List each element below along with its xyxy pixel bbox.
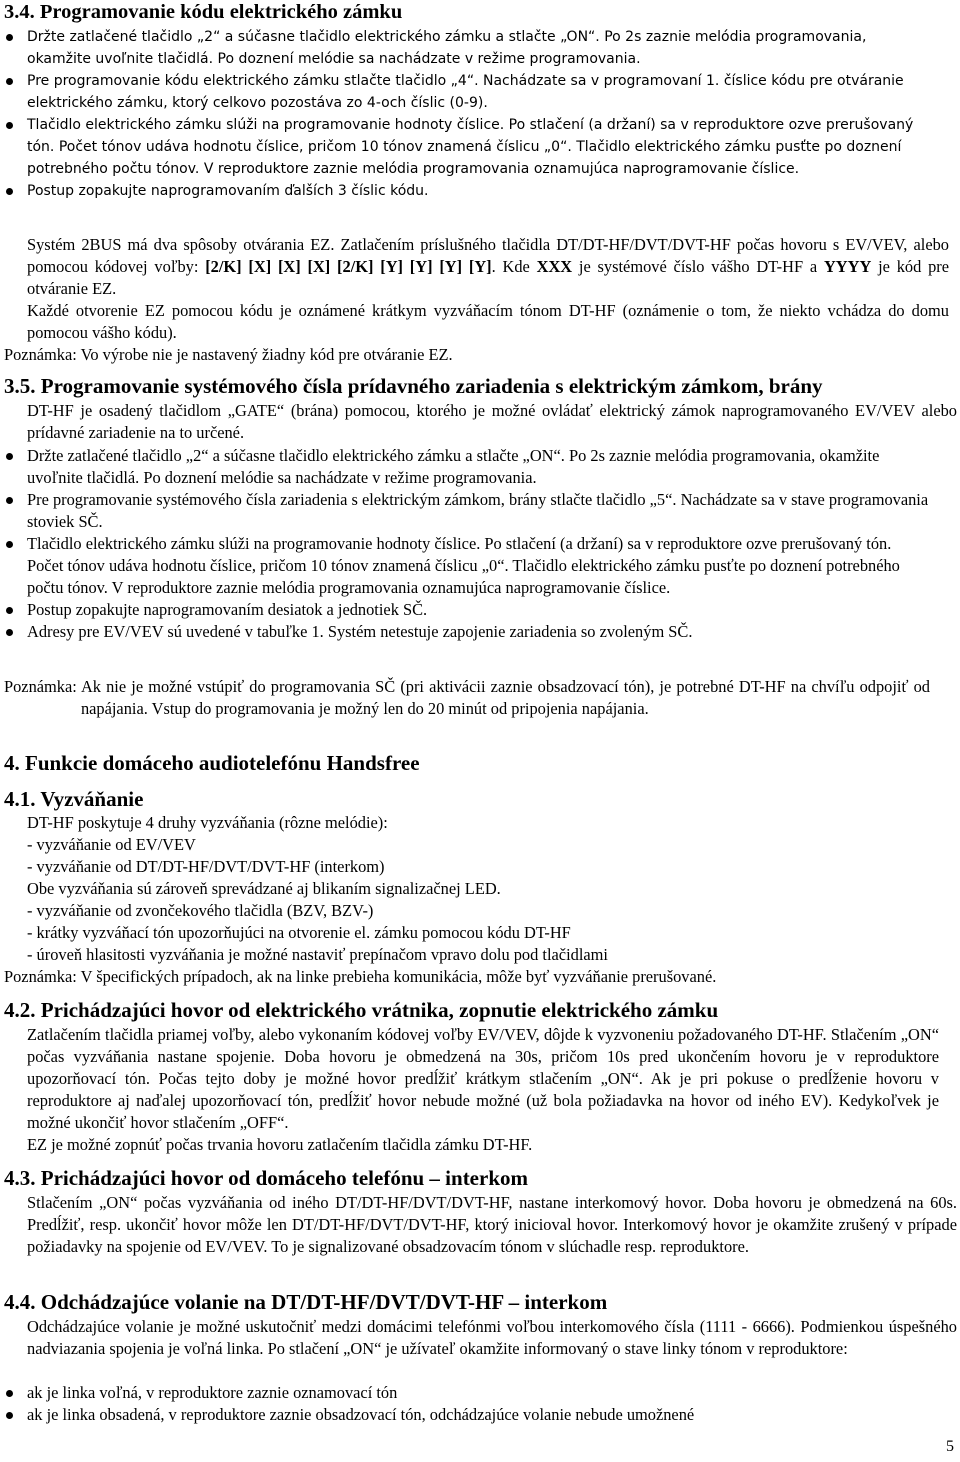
section-4-4-bullets [0,1382,930,1426]
page-number: 5 [946,1438,954,1455]
section-4-3 [4,1166,956,1191]
section-title: 4.1. Vyzváňanie [4,787,144,811]
list-item: ak je linka voľná, v reproduktore zaznie oznamovací tón [0,1382,930,1404]
list-item: Postup zopakujte naprogramovaním desiatok a jednotiek SČ. [0,599,930,621]
section-title: 3.4. Programovanie kódu elektrického zámku [4,1,403,23]
section-title: 4.4. Odchádzajúce volanie na DT/DT-HF/DVT/DVT-HF – interkom [4,1290,608,1314]
list-item: ak je linka obsadená, v reproduktore zaznie obsadzovací tón, odchádzajúce volanie nebude umožnené [0,1404,930,1426]
section-3-4-paragraph-2: Každé otvorenie EZ pomocou kódu je oznámené krátkym vyzváňacím tónom DT-HF (oznámenie o tom, že niekto vchádza do domu pomocou vášho kódu). [27,301,949,342]
paragraph-text: je systémové číslo vášho DT-HF a [572,257,824,276]
section-4-4-paragraph: Odchádzajúce volanie je možné uskutočniť medzi domácimi telefónmi voľbou interkomového čísla (1111 - 6666). Podmienkou úspešného nadviazania spojenia je voľná linka. Po stlačení „ON“ je užívateľ okamžite informovaný o stave linky tónom v reproduktore: [27,1317,957,1358]
text-line: Obe vyzváňania sú zároveň sprevádzané aj blikaním signalizačnej LED. [27,879,501,898]
list-item: Tlačidlo elektrického zámku slúži na programovanie hodnoty číslice. Po stlačení (a držaní) sa v reproduktore ozve prerušovaný tón. Počet tónov udáva hodnotu číslice, pričom 10 tónov znamená číslicu „0“. Tlačidlo elektrického zámku pusťte po doznení potrebného počtu tónov. V reproduktore zaznie melódia programovania oznamujúca naprogramovanie číslice. [0,114,922,180]
section-3-4 [4,0,956,25]
section-3-5-intro: DT-HF je osadený tlačidlom „GATE“ (brána) pomocou, ktorého je možné ovládať elektrický zámok naprogramovaného EV/VEV alebo prídavné zariadenie na to určené. [27,401,957,442]
section-4-4 [4,1290,956,1315]
section-3-5-bullets [0,445,930,643]
section-4 [4,750,956,776]
section-3-4-bullets-1 [0,26,922,202]
paragraph-text: je kód pre otváranie EZ. [27,257,950,298]
text-line: - vyzváňanie od DT/DT-HF/DVT/DVT-HF (interkom) [27,857,385,876]
section-title: 4.3. Prichádzajúci hovor od domáceho telefónu – interkom [4,1166,528,1190]
section-3-4-paragraph-1 [0,234,949,300]
section-title: 3.5. Programovanie systémového čísla prídavného zariadenia s elektrickým zámkom, brány [4,374,823,398]
code-sequence: [2/K] [X] [X] [X] [2/K] [Y] [Y] [Y] [Y] [205,257,492,276]
text-line: - krátky vyzváňací tón upozorňujúci na otvorenie el. zámku pomocou kódu DT-HF [27,923,571,942]
section-4-1-note: Poznámka: V špecifických prípadoch, ak na linke prebieha komunikácia, môže byť vyzváňanie prerušované. [4,967,717,986]
text-line: - vyzváňanie od EV/VEV [27,835,196,854]
list-item: Postup zopakujte naprogramovaním ďalších 3 číslic kódu. [0,180,922,202]
list-item: Adresy pre EV/VEV sú uvedené v tabuľke 1. Systém netestuje zapojenie zariadenia so zvoleným SČ. [0,621,930,643]
yyyy-placeholder: YYYY [823,257,872,276]
paragraph-text: . Kde [491,257,537,276]
text-line: - úroveň hlasitosti vyzváňania je možné nastaviť prepínačom vpravo dolu pod tlačidlami [27,945,608,964]
section-title: 4.2. Prichádzajúci hovor od elektrického vrátnika, zopnutie elektrického zámku [4,998,719,1022]
section-4-2-paragraph: Zatlačením tlačidla priamej voľby, alebo vykonaním kódovej voľby EV/VEV, dôjde k vyzvoneniu požadovaného DT-HF. Stlačením „ON“ počas vyzváňania nastane spojenie. Doba hovoru je obmedzená na 30s, pričom 10s pred ukončením hovoru je v reproduktore upozorňovací tón. Počas tejto doby je možné hovor predĺžiť krátkym stlačením „ON“. Ak je pri pokuse o predĺženie hovoru v reproduktore aj naďalej upozorňovací tón, predĺžiť hovor nebude možné (už bola požiadavka na hovor od iného EV). Kedykoľvek je možné ukončiť hovor stlačením „OFF“. [27,1025,939,1132]
list-item: Držte zatlačené tlačidlo „2“ a súčasne tlačidlo elektrického zámku a stlačte „ON“. Po 2s zaznie melódia programovania, okamžite uvoľnite tlačidlá. Po doznení melódie sa nachádzate v režime programovania. [0,26,922,70]
section-4-3-paragraph: Stlačením „ON“ počas vyzváňania od iného DT/DT-HF/DVT/DVT-HF, nastane interkomový hovor. Doba hovoru je obmedzená na 60s. Predĺžiť, resp. ukončiť hovor môže len DT/DT-HF/DVT/DVT-HF, ktorý inicioval hovor. Interkomový hovor je okamžite zrušený v prípade požiadavky na spojenie od EV/VEV. To je signalizované obsadzovacím tónom v slúchadle resp. reproduktore. [27,1193,957,1256]
section-4-1 [4,786,956,812]
text-line: - vyzváňanie od zvončekového tlačidla (BZV, BZV-) [27,901,374,920]
section-4-1-lines [0,812,957,966]
paragraph-text: Systém 2BUS má dva spôsoby otvárania EZ. Zatlačením príslušného tlačidla DT/DT-HF/DVT/DVT-HF počas hovoru s EV/VEV, alebo pomocou kódovej voľby: [27,235,949,276]
section-3-4-note: Poznámka: Vo výrobe nie je nastavený žiadny kód pre otváranie EZ. [4,345,453,364]
chapter-title: 4. Funkcie domáceho audiotelefónu Handsfree [4,751,420,775]
section-4-2-paragraph-2: EZ je možné zopnúť počas trvania hovoru zatlačením tlačidla zámku DT-HF. [27,1135,533,1154]
note-label: Poznámka: [4,677,81,696]
list-item: Tlačidlo elektrického zámku slúži na programovanie hodnoty číslice. Po stlačení (a držaní) sa v reproduktore ozve prerušovaný tón. Počet tónov udáva hodnotu číslice, pričom 10 tónov znamená číslicu „0“. Tlačidlo elektrického zámku pusťte po doznení potrebného počtu tónov. V reproduktore zaznie melódia programovania oznamujúca naprogramovanie číslice. [0,533,930,599]
note-text: Ak nie je možné vstúpiť do programovania SČ (pri aktivácii zaznie obsadzovací tón), je potrebné DT-HF na chvíľu odpojiť od napájania. Vstup do programovania je možný len do 20 minút od pripojenia napájania. [80,677,930,718]
list-item: Držte zatlačené tlačidlo „2“ a súčasne tlačidlo elektrického zámku a stlačte „ON“. Po 2s zaznie melódia programovania, okamžite uvoľnite tlačidlá. Po doznení melódie sa nachádzate v režime programovania. [0,445,930,489]
list-item: Pre programovanie systémového čísla zariadenia s elektrickým zámkom, brány stlačte tlačidlo „5“. Nachádzate sa v stave programovania stoviek SČ. [0,489,930,533]
section-3-5 [4,374,956,399]
text-line: DT-HF poskytuje 4 druhy vyzváňania (rôzne melódie): [27,813,388,832]
list-item: Pre programovanie kódu elektrického zámku stlačte tlačidlo „4“. Nachádzate sa v programovaní 1. číslice kódu pre otváranie elektrického zámku, ktorý celkovo pozostáva zo 4-och číslic (0-9). [0,70,922,114]
section-3-5-note [4,676,930,720]
xxx-placeholder: XXX [536,257,573,276]
section-4-2 [4,998,956,1023]
